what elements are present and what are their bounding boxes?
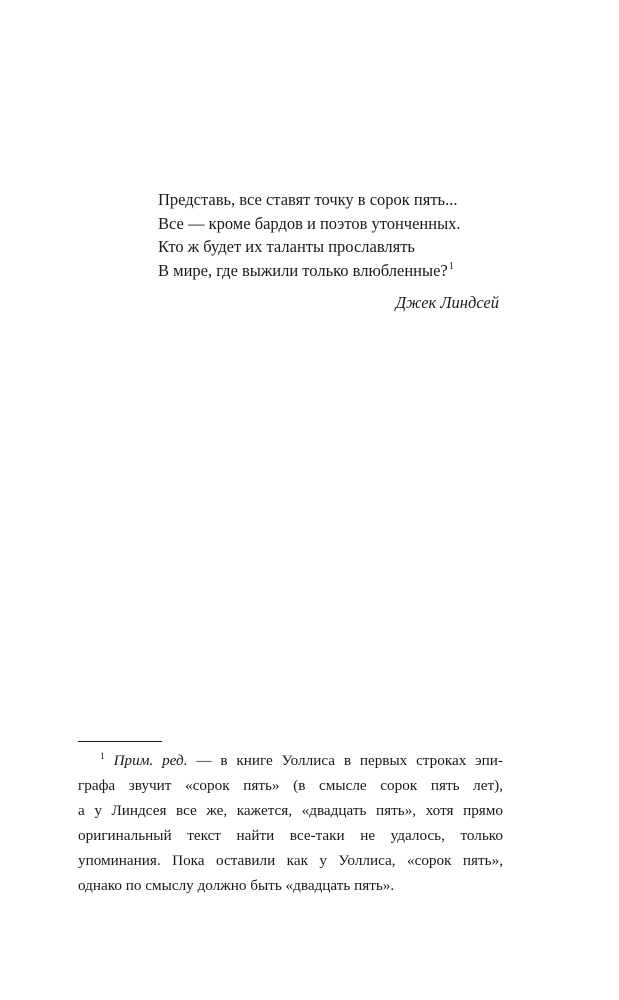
footnote [78,748,503,898]
epigraph-line: Представь, все ставят точку в сорок пять... [158,190,458,209]
epigraph [158,188,503,314]
footnote-label: Прим. ред. [113,752,188,769]
footnote-line: а у Линдсея все же, кажется, «двадцать пять», хотя прямо [78,802,503,819]
footnote-line [78,748,503,773]
epigraph-line: Кто ж будет их таланты прославлять [158,237,415,256]
footnote-line: упоминания. Пока оставили как у Уоллиса, «сорок пять», [78,852,503,869]
footnote-line: оригинальный текст найти все-таки не удалось, только [78,827,503,844]
epigraph-line-last [158,259,503,283]
footnote-divider [78,741,162,742]
footnote-line-text: — в книге Уоллиса в первых строках эпи- [187,752,503,769]
epigraph-line-text: В мире, где выжили только влюбленные? [158,260,448,280]
footnote-line: графа звучит «сорок пять» (в смысле сорок пять лет), [78,777,503,794]
footnote-line: однако по смыслу должно быть «двадцать пять». [78,877,395,894]
footnote-marker: 1 [100,751,105,762]
epigraph-author: Джек Линдсей [395,293,499,312]
footnote-reference[interactable]: 1 [448,261,454,272]
epigraph-line: Все — кроме бардов и поэтов утонченных. [158,213,461,233]
